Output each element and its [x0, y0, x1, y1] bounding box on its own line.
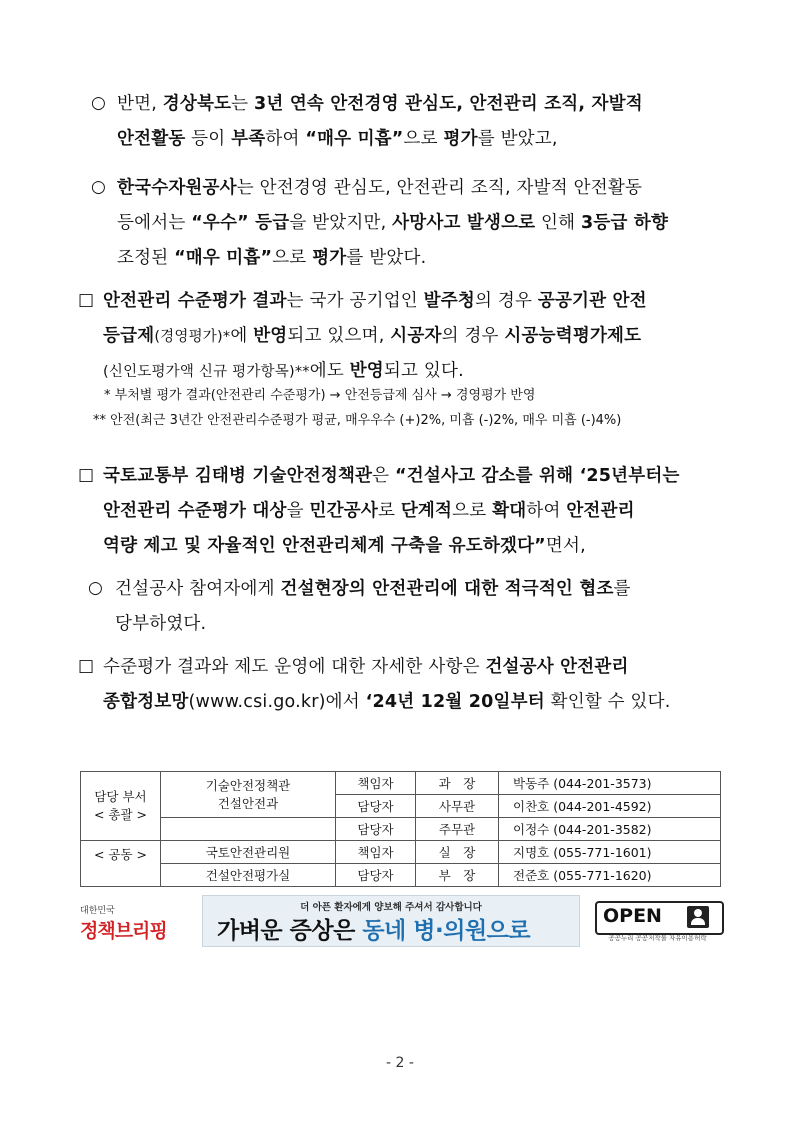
text-run: 등이 [185, 129, 232, 149]
dept-label: 담당 부서 [94, 789, 147, 804]
logo-caption: 대한민국 [80, 906, 115, 916]
text-run: “매우 미흡” [305, 129, 404, 149]
paragraph-4-line-1 [103, 458, 680, 494]
text-run: 인해 [535, 213, 582, 233]
person-cell: 지명호 (055-771-1601) [499, 841, 721, 864]
text-run: 를 받았고, [477, 129, 558, 149]
policy-briefing-logo[interactable] [80, 903, 170, 943]
page-number: - 2 - [386, 1055, 414, 1071]
paragraph-2-line-3 [117, 240, 426, 276]
title-cell: 실 장 [416, 841, 499, 864]
text-run: 종합정보망 [103, 692, 189, 712]
title-cell: 사무관 [416, 795, 499, 818]
text-run: 되고 있으며, [287, 326, 391, 346]
role-cell: 담당자 [336, 818, 416, 841]
text-run: 안전활동 [117, 129, 186, 149]
dept-label-cell [81, 772, 161, 841]
text-run: 확인할 수 있다. [544, 692, 671, 712]
text-run: 으로 [272, 248, 313, 268]
text-run: 시공자 [390, 326, 442, 346]
text-run: 부족 [231, 129, 266, 149]
text-run: 로 [377, 501, 401, 521]
dept-label-cell: < 공동 > [81, 841, 161, 887]
text-run: 에도 [309, 361, 350, 381]
text-run: 단계적 [400, 501, 453, 521]
paragraph-4-line-2 [103, 493, 635, 529]
text-run: 하여 [265, 129, 306, 149]
text-run: (경영평가)* [154, 329, 231, 345]
text-run: 사망사고 발생으로 [392, 213, 536, 233]
text-run: 조정된 [117, 248, 175, 268]
title-cell: 부 장 [416, 864, 499, 887]
bullet-square: □ [78, 656, 95, 676]
text-run: 당부하였다. [115, 614, 207, 634]
open-label: OPEN [603, 905, 662, 927]
table-row [81, 864, 721, 887]
paragraph-1-line-1 [117, 86, 643, 122]
dept-type: < 총괄 > [93, 807, 148, 822]
text-run: 는 [231, 94, 255, 114]
text-run: 확대 [492, 501, 527, 521]
text-run: “우수” 등급 [191, 213, 290, 233]
role-cell: 책임자 [336, 772, 416, 795]
paragraph-3-line-2 [103, 318, 641, 355]
bullet-square: □ [78, 290, 95, 310]
text-run: 을 [286, 501, 310, 521]
text-run: 의 경우 [475, 291, 538, 311]
logo-wordmark: 정책브리핑 [80, 920, 167, 942]
dept-org-unit: 건설안전과 [217, 795, 279, 811]
text-run: 하여 [526, 501, 567, 521]
paragraph-4-line-3 [103, 528, 586, 564]
text-run: 역량 제고 및 자율적인 안전관리체계 구축을 유도하겠다” [103, 536, 546, 556]
person-icon [687, 906, 709, 928]
text-run: 국토교통부 김태병 기술안전정책관 [103, 466, 373, 486]
text-run: 으로 [452, 501, 493, 521]
text-run: 평가 [443, 129, 478, 149]
bullet-circle: ○ [91, 93, 106, 113]
bullet-square: □ [78, 465, 95, 485]
role-cell: 담당자 [336, 795, 416, 818]
text-run: 민간공사 [309, 501, 378, 521]
contact-table [80, 771, 721, 887]
text-run: 공공기관 안전 [537, 291, 647, 311]
text-run: ‘24년 12월 20일부터 [365, 692, 545, 712]
text-run: 는 국가 공기업인 [286, 291, 424, 311]
text-run: 등급제 [103, 326, 155, 346]
person-cell: 이찬호 (044-201-4592) [499, 795, 721, 818]
paragraph-5-line-1 [115, 571, 631, 607]
paragraph-2-line-2 [117, 205, 668, 241]
text-run: 면서, [545, 536, 586, 556]
dept-org-name: 국토안전관리원 [161, 841, 336, 864]
role-cell: 담당자 [336, 864, 416, 887]
open-license-caption: 공공누리 공공저작물 자유이용허락 [608, 934, 707, 942]
title-cell: 주무관 [416, 818, 499, 841]
text-run: 시공능력평가제도 [504, 326, 642, 346]
paragraph-6-line-1 [103, 649, 629, 685]
text-run: 안전관리 [566, 501, 635, 521]
text-run: 건설현장의 안전관리에 대한 적극적인 협조 [280, 579, 614, 599]
paragraph-5-line-2 [115, 606, 206, 642]
paragraph-6-line-2 [103, 684, 671, 720]
person-cell: 박동주 (044-201-3573) [499, 772, 721, 795]
table-row [81, 818, 721, 841]
banner-headline-a: 가벼운 증상은 [217, 918, 363, 944]
paragraph-3-line-1 [103, 283, 647, 319]
dept-org-cell [161, 772, 336, 818]
text-run: 건설공사 안전관리 [485, 657, 629, 677]
text-run: 를 [613, 579, 631, 599]
text-run: 으로 [403, 129, 444, 149]
dept-org-unit: 건설안전평가실 [161, 864, 336, 887]
text-run: (신인도평가액 신규 평가항목)** [103, 364, 310, 380]
text-run: 경상북도 [162, 94, 232, 114]
dept-org-name: 기술안전정책관 [205, 777, 291, 793]
campaign-banner[interactable] [202, 895, 580, 947]
text-run: 되고 있다. [383, 361, 464, 381]
banner-caption: 더 아픈 환자에게 양보해 주셔서 감사합니다 [300, 902, 482, 913]
title-cell: 과 장 [416, 772, 499, 795]
text-run: 반영 [253, 326, 288, 346]
text-run: “매우 미흡” [174, 248, 273, 268]
banner-headline [217, 912, 530, 945]
footnote-2: ** 안전(최근 3년간 안전관리수준평가 평균, 매우우수 (+)2%, 미흡 (-)2%, 매우 미흡 (-)4%) [93, 413, 622, 428]
open-license-badge[interactable] [595, 901, 720, 941]
paragraph-1-line-2 [117, 121, 558, 157]
table-row [81, 772, 721, 795]
text-run: 안전관리 수준평가 대상 [103, 501, 287, 521]
paragraph-2-line-1 [117, 170, 642, 206]
text-run: 은 [372, 466, 396, 486]
person-cell: 전준호 (055-771-1620) [499, 864, 721, 887]
text-run: 을 받았지만, [289, 213, 393, 233]
text-run: 수준평가 결과와 제도 운영에 대한 자세한 사항은 [103, 657, 486, 677]
text-run: 3년 연속 안전경영 관심도, 안전관리 조직, 자발적 [254, 94, 643, 114]
text-run: 등에서는 [117, 213, 192, 233]
table-row [81, 841, 721, 864]
text-run: 는 안전경영 관심도, 안전관리 조직, 자발적 안전활동 [236, 178, 643, 198]
text-run: 반영 [349, 361, 384, 381]
bullet-circle: ○ [88, 578, 103, 598]
banner-headline-b: 동네 병·의원으로 [362, 918, 531, 944]
footnote-1: * 부처별 평가 결과(안전관리 수준평가) → 안전등급제 심사 → 경영평가 반영 [104, 388, 536, 403]
text-run: “건설사고 감소를 위해 ‘25년부터는 [395, 466, 680, 486]
person-cell: 이정수 (044-201-3582) [499, 818, 721, 841]
text-run: 를 받았다. [346, 248, 427, 268]
text-run: 에 [230, 326, 254, 346]
text-run: 의 경우 [441, 326, 505, 346]
text-run: 평가 [312, 248, 347, 268]
text-run: (www.csi.go.kr)에서 [188, 692, 366, 712]
text-run: 안전관리 수준평가 결과 [103, 291, 287, 311]
text-run: 건설공사 참여자에게 [115, 579, 281, 599]
open-badge-frame [595, 901, 724, 935]
text-run: 한국수자원공사 [117, 178, 237, 198]
footer-banners [0, 893, 800, 953]
bullet-circle: ○ [91, 177, 106, 197]
text-run: 반면, [117, 94, 163, 114]
text-run: 3등급 하향 [581, 213, 669, 233]
role-cell: 책임자 [336, 841, 416, 864]
dept-org-cell-empty [161, 818, 336, 841]
text-run: 발주청 [423, 291, 475, 311]
